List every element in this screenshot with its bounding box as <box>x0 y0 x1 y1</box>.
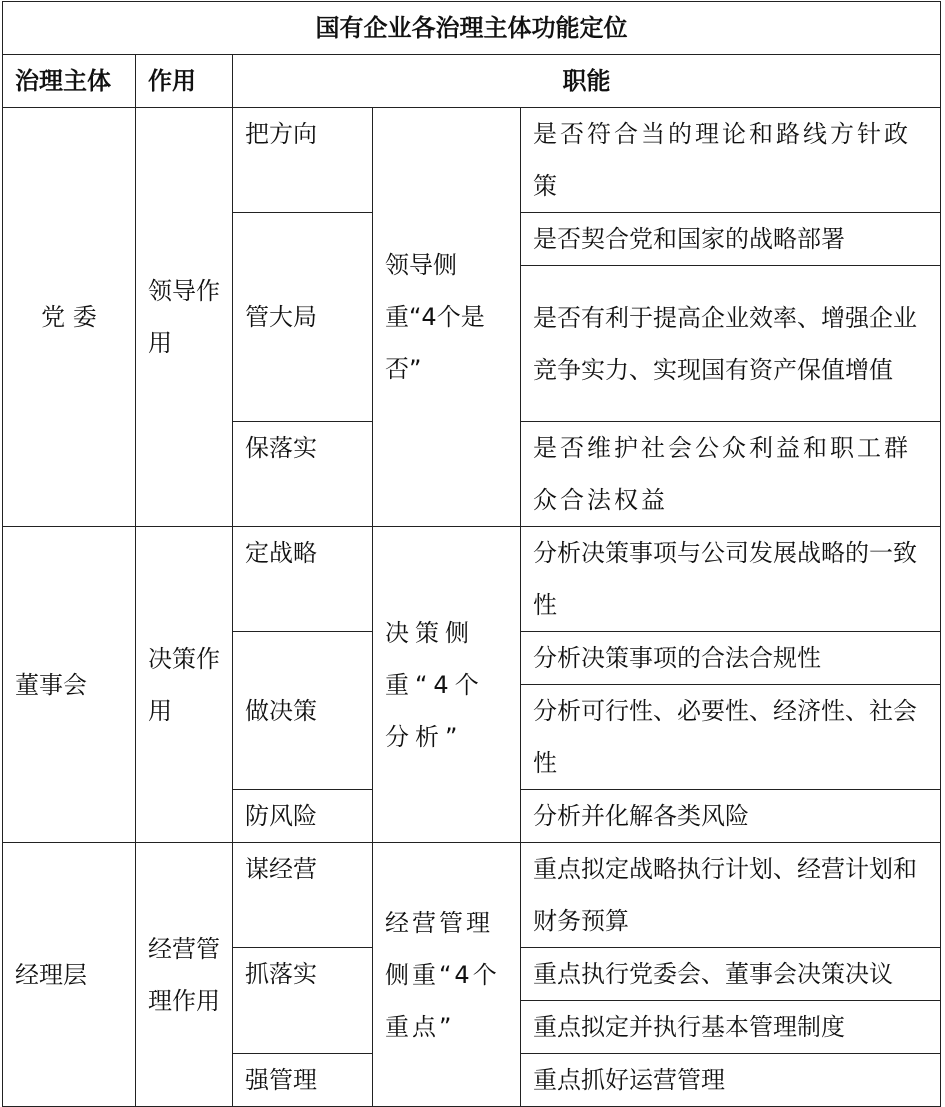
criteria-cell: 分析可行性、必要性、经济性、社会性 <box>521 685 941 790</box>
header-role: 作用 <box>136 55 233 108</box>
task-cell: 保落实 <box>233 422 373 527</box>
task-cell: 做决策 <box>233 632 373 790</box>
table-title: 国有企业各治理主体功能定位 <box>3 2 941 55</box>
task-cell: 把方向 <box>233 108 373 213</box>
criteria-cell: 重点抓好运营管理 <box>521 1054 941 1107</box>
role-party-committee: 领导作用 <box>136 108 233 527</box>
task-cell: 防风险 <box>233 790 373 843</box>
criteria-cell: 是否有利于提高企业效率、增强企业竞争实力、实现国有资产保值增值 <box>521 266 941 422</box>
emphasis-board: 决策侧重“4个分析” <box>373 527 521 843</box>
criteria-cell: 是否维护社会公众利益和职工群众合法权益 <box>521 422 941 527</box>
criteria-cell: 重点拟定战略执行计划、经营计划和财务预算 <box>521 843 941 948</box>
role-management: 经营管理作用 <box>136 843 233 1107</box>
criteria-cell: 分析决策事项与公司发展战略的一致性 <box>521 527 941 632</box>
emphasis-management: 经营管理侧重“4个重点” <box>373 843 521 1107</box>
emphasis-party-committee: 领导侧重“4个是否” <box>373 108 521 527</box>
task-cell: 抓落实 <box>233 948 373 1054</box>
governance-table <box>2 1 941 1107</box>
subject-board: 董事会 <box>3 527 136 843</box>
criteria-cell: 是否符合当的理论和路线方针政策 <box>521 108 941 213</box>
task-cell: 定战略 <box>233 527 373 632</box>
header-subject: 治理主体 <box>3 55 136 108</box>
criteria-cell: 分析决策事项的合法合规性 <box>521 632 941 685</box>
task-cell: 谋经营 <box>233 843 373 948</box>
role-board: 决策作用 <box>136 527 233 843</box>
header-function: 职能 <box>233 55 941 108</box>
criteria-cell: 重点执行党委会、董事会决策决议 <box>521 948 941 1001</box>
criteria-cell: 是否契合党和国家的战略部署 <box>521 213 941 266</box>
criteria-cell: 分析并化解各类风险 <box>521 790 941 843</box>
task-cell: 管大局 <box>233 213 373 422</box>
subject-party-committee: 党 委 <box>3 108 136 527</box>
task-cell: 强管理 <box>233 1054 373 1107</box>
criteria-cell: 重点拟定并执行基本管理制度 <box>521 1001 941 1054</box>
subject-management: 经理层 <box>3 843 136 1107</box>
